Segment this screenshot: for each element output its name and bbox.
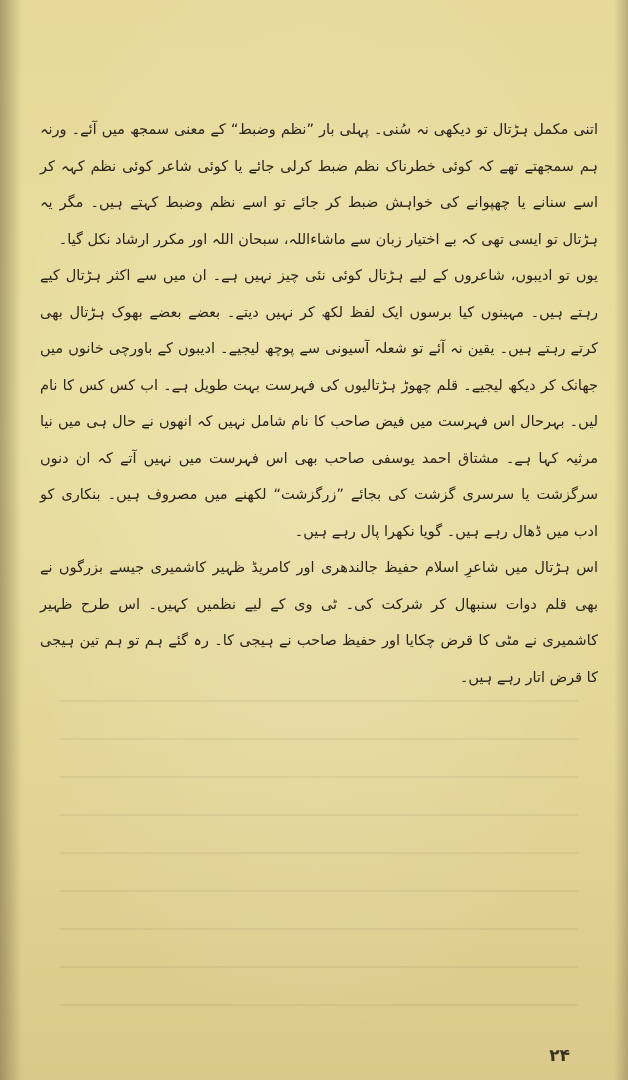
- bleed-through-texture: [60, 700, 578, 1030]
- page-number: ۲۴: [549, 1046, 570, 1066]
- paragraph-3: اس ہڑتال میں شاعرِ اسلام حفیظ جالندھری اور کامریڈ ظہیر کاشمیری جیسے بزرگوں نے بھی قلم دوات سنبھال کر شرکت کی۔ ٹی وی کے لیے نظمیں کہیں۔ اس طرح ظہیر کاشمیری نے مٹی کا قرض چکایا اور حفیظ صاحب نے ہیجی کا۔ رہ گئے ہم تو ہم تین ہیجی کا قرض اتار رہے ہیں۔: [40, 560, 598, 686]
- paragraph-1: اتنی مکمل ہڑتال تو دیکھی نہ سُنی۔ پہلی بار ”نظم وضبط“ کے معنی سمجھ میں آئے۔ ورنہ ہم سمجھتے تھے کہ کوئی خطرناک نظم ضبط کرلی جائے یا کوئی شاعر کوئی نظم کہہ کر اسے سنانے یا چھپوانے کی خواہش ضبط کر جائے تو اسے نظم وضبط کہتے ہیں۔ مگر یہ ہڑتال تو ایسی تھی کہ بے اختیار زبان سے ماشاءاللہ، سبحان اللہ اور مکرر ارشاد نکل گیا۔: [40, 122, 598, 248]
- paragraph-2: یوں تو ادیبوں، شاعروں کے لیے ہڑتال کوئی نئی چیز نہیں ہے۔ ان میں سے اکثر ہڑتال کیے رہتے ہیں۔ مہینوں کیا برسوں ایک لفظ لکھ کر نہیں دیتے۔ بعضے بعضے بھوک ہڑتال بھی کرتے رہتے ہیں۔ یقین نہ آئے تو شعلہ آسیونی سے پوچھ لیجیے۔ ادیبوں کے باورچی خانوں میں جھانک کر دیکھ لیجیے۔ قلم چھوڑ ہڑتالیوں کی فہرست بہت طویل ہے۔ اب کس کس کا نام لیں۔ بہرحال اس فہرست میں فیض صاحب کا نام شامل نہیں کہ انھوں نے حال ہی میں نیا مرثیہ کہا ہے۔ مشتاق احمد یوسفی صاحب بھی اس فہرست میں نہیں آتے کہ ان دنوں سرگزشت یا سرسری گزشت کی بجائے ”زرگزشت“ لکھنے میں مصروف ہیں۔ بنکاری کو ادب میں ڈھال رہے ہیں۔ گویا نکھرا پال رہے ہیں۔: [40, 268, 598, 540]
- body-text: [40, 112, 598, 696]
